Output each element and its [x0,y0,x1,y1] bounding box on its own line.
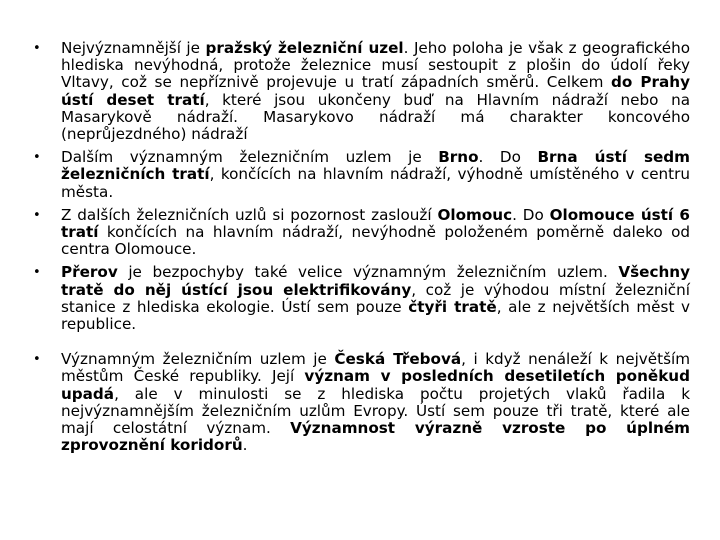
text-segment: , končících na hlavním nádraží, výhodně umístěného v centru města. [61,165,690,201]
text-segment: . [242,436,248,455]
list-item [33,149,690,201]
text-segment-bold: čtyři tratě [408,297,497,316]
text-segment-bold: Česká Třebová [334,350,462,369]
list-item [33,40,690,143]
list-item [33,264,690,333]
text-segment-bold: do Prahy ústí deset tratí [61,73,690,109]
text-segment-bold: Brna ústí sedm železničních tratí [61,148,690,184]
bullet-icon: • [33,150,41,166]
text-segment: Z dalších železničních uzlů si pozornost zaslouží [61,205,438,224]
text-segment-bold: Olomouce ústí 6 tratí [61,205,690,242]
text-segment-bold: Přerov [61,263,118,282]
text-segment: , ale z největších měst v republice. [61,297,690,334]
text-segment-bold: Významnost výrazně vzroste po úplném zprovoznění koridorů [61,419,690,455]
text-segment: . Do [512,205,550,224]
text-segment-bold: Všechny tratě do něj ústící jsou elektrifikovány [61,263,690,299]
text-segment-bold: Brno [438,148,479,167]
text-segment: , i když nenáleží k největším městům České republiky. Její [61,350,690,386]
text-segment: Dalším významným železničním uzlem je [61,148,439,167]
text-segment: Nejvýznamnější je [61,39,206,57]
text-segment-bold: význam v posledních desetiletích poněkud upadá [61,367,690,403]
bullet-list [33,40,690,454]
text-segment-bold: Olomouc [437,205,513,224]
bullet-icon: • [33,265,41,281]
text-segment-bold: pražský železniční uzel [205,39,404,57]
text-segment: , což je výhodou místní železniční stanice z hlediska ekologie. Ústí sem pouze [61,280,690,316]
text-segment: končících na hlavním nádraží, nevýhodně položeném poměrně daleko od centra Olomouce. [61,223,690,259]
list-item [33,207,690,259]
text-segment: , které jsou ukončeny buď na Hlavním nádraží nebo na Masarykově nádraží. Masarykovo nádraží má charakter koncového (neprůjezdného) nádraží [61,90,690,144]
text-segment: je bezpochyby také velice významným železničním uzlem. [117,263,619,282]
text-segment: Významným železničním uzlem je [61,350,335,369]
list-item [33,351,690,454]
bullet-icon: • [33,41,41,56]
text-segment: , ale v minulosti se z hlediska počtu projetých vlaků řadila k nejvýznamnějším železničním uzlům Evropy. Ústí sem pouze tři tratě, které ale mají celostátní význam. [61,384,690,438]
text-segment: . Jeho poloha je však z geografického hlediska nevýhodná, protože železnice musí sestoupit z plošin do údolí řeky Vltavy, což se nepříznivě projevuje u tratí západních směrů. Celkem [61,39,691,92]
bullet-icon: • [33,352,41,368]
bullet-icon: • [33,207,41,223]
text-segment: . Do [478,148,538,167]
